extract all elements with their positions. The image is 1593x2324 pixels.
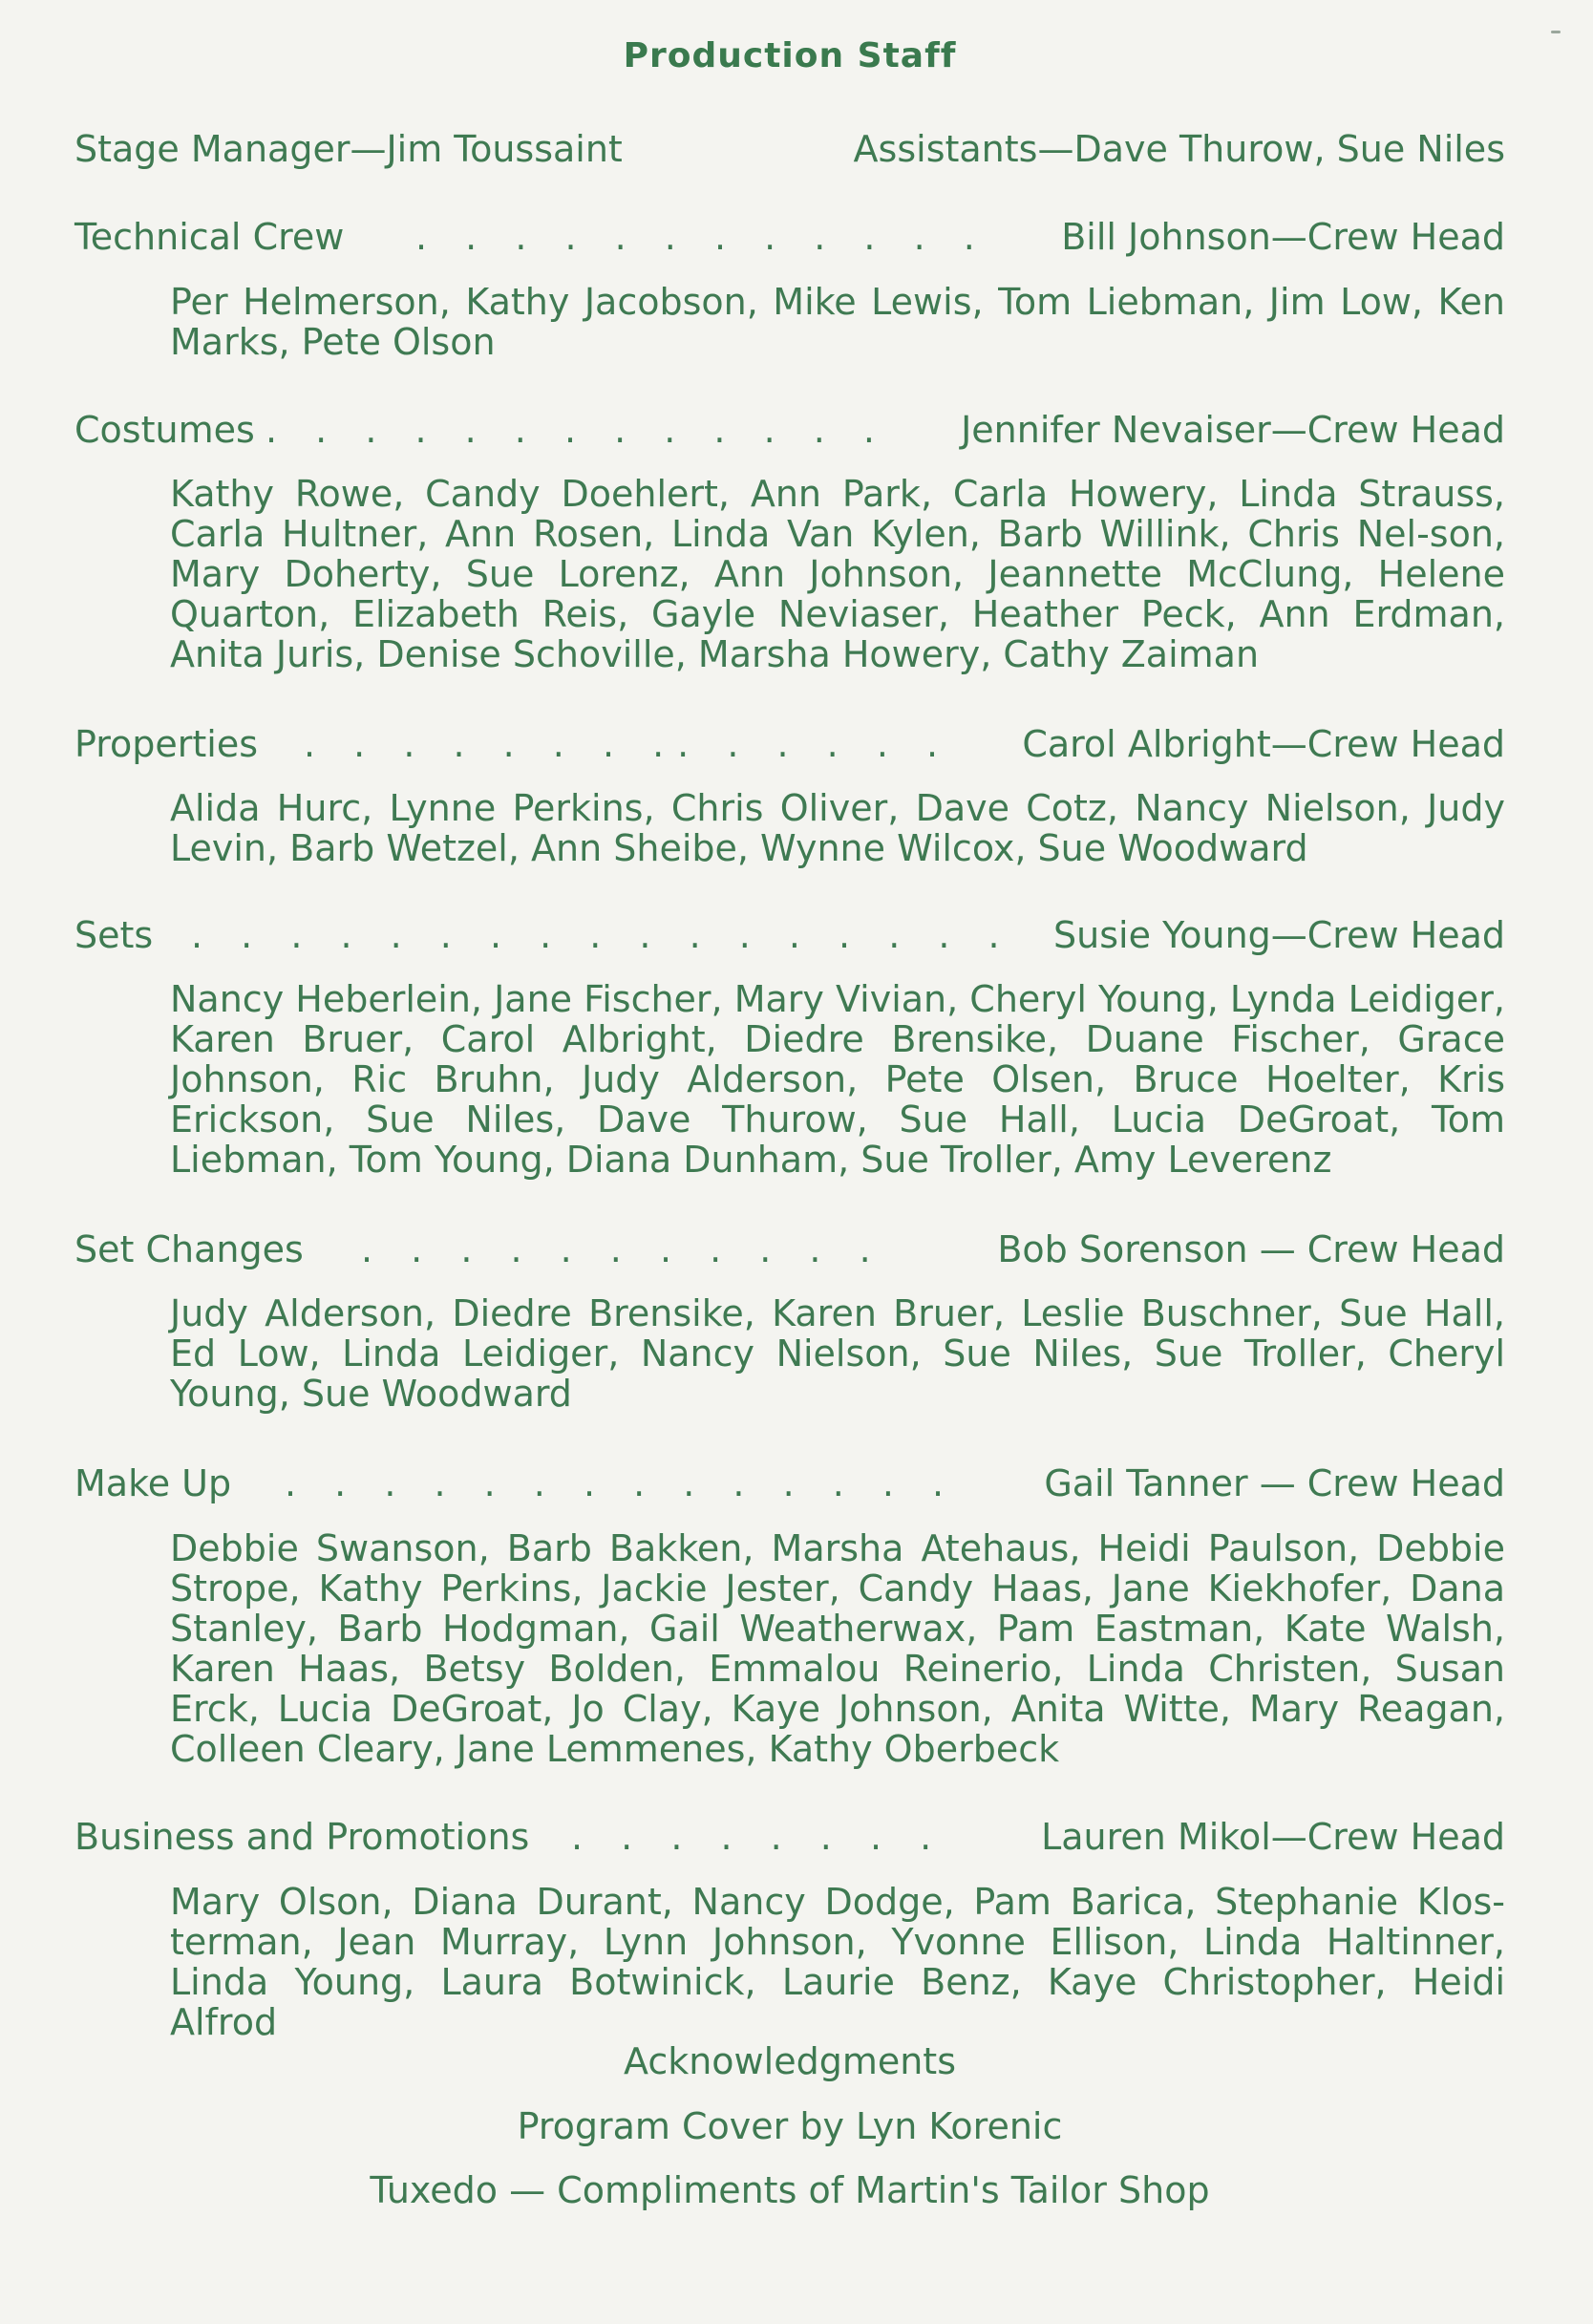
acknowledgment-line: Program Cover by Lyn Korenic	[517, 2105, 1063, 2147]
leader-dots: . . . . . . . . . . . . .	[266, 409, 888, 451]
section-label: Properties	[74, 723, 259, 765]
leader-dots: . . . . . . . . . . . .	[415, 216, 988, 258]
acknowledgments-heading: Acknowledgments	[624, 2040, 956, 2082]
leader-dots: . . . . . . . . . . . . . .	[285, 1462, 958, 1504]
section-sets-members: Nancy Heberlein, Jane Fischer, Mary Vivian, Cheryl Young, Lynda Leidiger, Karen Bruer, Carol Albright, Diedre Brensike, Duane Fischer, Grace Johnson, Ric Bruhn, Judy Alderson, Pete Olsen, Bruce Hoelter, Kris Erickson, Sue Niles, Dave Thurow, Sue Hall, Lucia DeGroat, Tom Liebman, Tom Young, Diana Dunham, Sue Troller, Amy Leverenz	[170, 978, 1505, 1181]
section-label: Sets	[74, 914, 154, 956]
section-properties-members: Alida Hurc, Lynne Perkins, Chris Oliver, Dave Cotz, Nancy Nielson, Judy Levin, Barb Wetzel, Ann Sheibe, Wynne Wilcox, Sue Woodward	[170, 787, 1505, 869]
stage-assistants: Assistants—Dave Thurow, Sue Niles	[853, 128, 1505, 170]
leader-dots: . . . . . . . .. . . . . .	[304, 723, 952, 765]
leader-dots: . . . . . . . . . . . . . . . . .	[191, 914, 1013, 956]
crew-head: Lauren Mikol—Crew Head	[1041, 1816, 1505, 1858]
stage-manager: Stage Manager—Jim Toussaint	[74, 128, 623, 170]
crew-head: Gail Tanner — Crew Head	[1044, 1462, 1505, 1504]
acknowledgment-line: Tuxedo — Compliments of Martin's Tailor Shop	[370, 2169, 1210, 2211]
crew-head: Bob Sorenson — Crew Head	[997, 1228, 1505, 1270]
section-make-up-members: Debbie Swanson, Barb Bakken, Marsha Atehaus, Heidi Paulson, Debbie Strope, Kathy Perkins, Jackie Jester, Candy Haas, Jane Kiekhofer, Dana Stanley, Barb Hodgman, Gail Weatherwax, Pam Eastman, Kate Walsh, Karen Haas, Betsy Bolden, Emmalou Reinerio, Linda Christen, Susan Erck, Lucia DeGroat, Jo Clay, Kaye Johnson, Anita Witte, Mary Reagan, Colleen Cleary, Jane Lemmenes, Kathy Oberbeck	[170, 1527, 1505, 1770]
leader-dots: . . . . . . . . . . .	[361, 1228, 884, 1270]
section-set-changes-members: Judy Alderson, Diedre Brensike, Karen Bruer, Leslie Buschner, Sue Hall, Ed Low, Linda Leidiger, Nancy Nielson, Sue Niles, Sue Troller, Cheryl Young, Sue Woodward	[170, 1292, 1505, 1415]
section-technical-crew-members: Per Helmerson, Kathy Jacobson, Mike Lewis, Tom Liebman, Jim Low, Ken Marks, Pete Olson	[170, 281, 1505, 363]
section-business-members: Mary Olson, Diana Durant, Nancy Dodge, Pam Barica, Stephanie Klos-terman, Jean Murray, Lynn Johnson, Yvonne Ellison, Linda Haltinner, Linda Young, Laura Botwinick, Laurie Benz, Kaye Christopher, Heidi Alfrod	[170, 1881, 1505, 2043]
leader-dots: . . . . . . . .	[571, 1816, 945, 1858]
section-label: Costumes	[74, 409, 255, 451]
section-costumes-members: Kathy Rowe, Candy Doehlert, Ann Park, Carla Howery, Linda Strauss, Carla Hultner, Ann Rosen, Linda Van Kylen, Barb Willink, Chris Nel-son, Mary Doherty, Sue Lorenz, Ann Johnson, Jeannette McClung, Helene Quarton, Elizabeth Reis, Gayle Neviaser, Heather Peck, Ann Erdman, Anita Juris, Denise Schoville, Marsha Howery, Cathy Zaiman	[170, 473, 1505, 675]
paper-speck	[1551, 31, 1561, 33]
section-label: Technical Crew	[74, 216, 345, 258]
crew-head: Carol Albright—Crew Head	[1022, 723, 1505, 765]
section-label: Set Changes	[74, 1228, 304, 1270]
crew-head: Susie Young—Crew Head	[1053, 914, 1505, 956]
crew-head: Jennifer Nevaiser—Crew Head	[961, 409, 1505, 451]
page-title: Production Staff	[623, 36, 957, 75]
section-label: Make Up	[74, 1462, 232, 1504]
section-label: Business and Promotions	[74, 1816, 530, 1858]
crew-head: Bill Johnson—Crew Head	[1061, 216, 1505, 258]
